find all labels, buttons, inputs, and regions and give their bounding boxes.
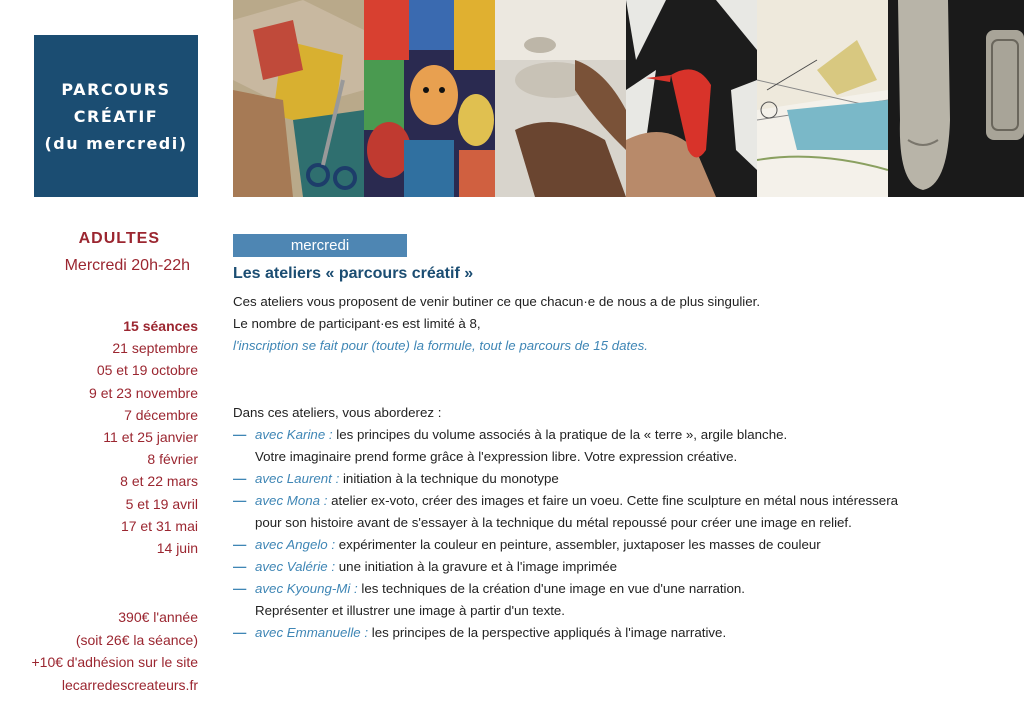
title-line: CRÉATIF: [73, 106, 159, 126]
workshop-desc: les principes de la perspective appliqués à l'image narrative.: [368, 625, 727, 640]
session-date: 5 et 19 avril: [125, 495, 198, 512]
teacher-name: avec Mona :: [255, 493, 328, 508]
workshop-desc-cont: Représenter et illustrer une image à partir d'un texte.: [255, 603, 566, 618]
workshop-item: [233, 534, 898, 556]
price-line: +10€ d'adhésion sur le site: [31, 654, 198, 670]
pool-sketch-photo: [757, 0, 888, 197]
workshop-desc: initiation à la technique du monotype: [339, 471, 559, 486]
session-date: 9 et 23 novembre: [89, 384, 198, 401]
dash-bullet: —: [233, 559, 247, 574]
title-line: PARCOURS: [61, 79, 171, 99]
section-heading: Les ateliers « parcours créatif »: [233, 265, 474, 282]
session-date: 8 février: [147, 451, 198, 468]
list-intro: Dans ces ateliers, vous aborderez :: [233, 405, 442, 420]
price-line: 390€ l'année: [118, 609, 198, 625]
teacher-name: avec Kyoung-Mi :: [255, 581, 358, 596]
workshop-desc: atelier ex-voto, créer des images et faire un voeu. Cette fine sculpture en métal nous intéressera: [327, 493, 899, 508]
workshop-desc-cont: pour son histoire avant de s'essayer à la technique du métal repoussé pour créer une image en relief.: [255, 515, 852, 530]
teacher-name: avec Emmanuelle :: [255, 625, 369, 640]
session-date: 7 décembre: [124, 406, 198, 423]
workshop-desc: une initiation à la gravure et à l'image imprimée: [335, 559, 617, 574]
red-bird-print-photo: [626, 0, 757, 197]
workshop-list: [233, 402, 898, 644]
clay-hands-photo: [495, 0, 626, 197]
dash-bullet: —: [233, 471, 247, 486]
session-date: 14 juin: [156, 540, 198, 557]
workshop-item: [233, 468, 898, 490]
dash-bullet: —: [233, 427, 247, 442]
intro-line: Le nombre de participant·es est limité à 8,: [233, 316, 481, 331]
workshop-desc: les principes du volume associés à la pratique de la « terre », argile blanche.: [332, 427, 788, 442]
dash-bullet: —: [233, 581, 247, 596]
intro-text: [233, 291, 760, 357]
workshop-item: [233, 490, 898, 512]
workshop-desc: expérimenter la couleur en peinture, assembler, juxtaposer les masses de couleur: [335, 537, 821, 552]
workshop-desc: les techniques de la création d'une image en vue d'une narration.: [357, 581, 745, 596]
metal-ex-voto-photo: [888, 0, 1024, 197]
workshop-item: [233, 556, 898, 578]
dash-bullet: —: [233, 493, 247, 508]
teacher-name: avec Karine :: [255, 427, 333, 442]
teacher-name: avec Valérie :: [255, 559, 336, 574]
teacher-name: avec Laurent :: [255, 471, 340, 486]
dash-bullet: —: [233, 537, 247, 552]
schedule-label: Mercredi 20h-22h: [64, 257, 190, 274]
session-date: 8 et 22 mars: [120, 473, 198, 490]
workshop-item: [233, 622, 898, 644]
website-link[interactable]: lecarredescreateurs.fr: [61, 676, 198, 693]
workshop-desc-cont: Votre imaginaire prend forme grâce à l'expression libre. Votre expression créative.: [255, 449, 738, 464]
teacher-name: avec Angelo :: [255, 537, 336, 552]
session-date: 11 et 25 janvier: [103, 429, 198, 446]
day-tag: mercredi: [233, 234, 407, 257]
price-line: (soit 26€ la séance): [75, 631, 198, 648]
photo-strip: [233, 0, 1024, 197]
painted-faces-photo: [364, 0, 495, 197]
price-block: [0, 606, 198, 696]
session-date: 17 et 31 mai: [120, 517, 198, 534]
dash-bullet: —: [233, 625, 247, 640]
session-date: 21 septembre: [112, 340, 198, 357]
session-date: 05 et 19 octobre: [96, 362, 198, 379]
workshop-item: [233, 578, 898, 600]
sessions-count: 15 séances: [123, 318, 198, 334]
title-line: (du mercredi): [44, 133, 188, 153]
paper-scissors-photo: [233, 0, 364, 197]
intro-line: Ces ateliers vous proposent de venir butiner ce que chacun·e de nous a de plus singulier.: [233, 294, 761, 309]
sessions-list: [0, 315, 198, 559]
title-box: [34, 35, 198, 197]
audience-label: ADULTES: [78, 230, 160, 247]
registration-note: l'inscription se fait pour (toute) la formule, tout le parcours de 15 dates.: [233, 338, 648, 353]
workshop-item: [233, 424, 898, 446]
